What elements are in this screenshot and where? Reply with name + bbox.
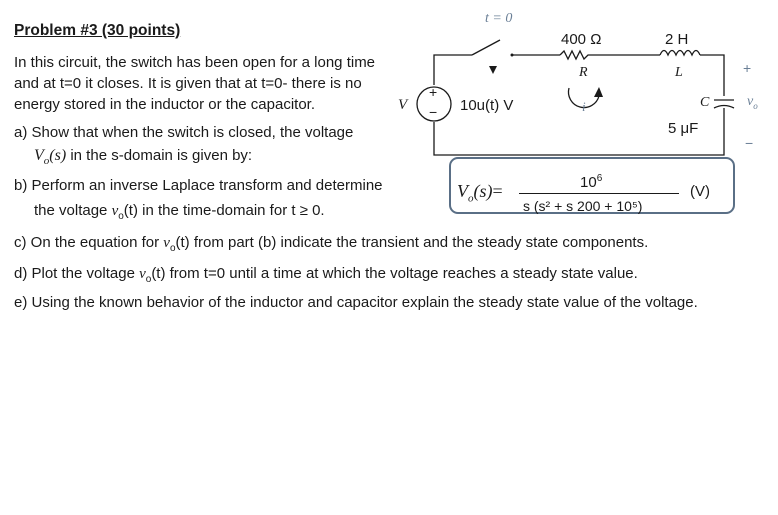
source-plus: + bbox=[429, 84, 438, 100]
switch-arrow-icon bbox=[489, 66, 497, 74]
part-b-line-1: b) Perform an inverse Laplace transform and determine bbox=[14, 177, 383, 194]
problem-title: Problem #3 (30 points) bbox=[14, 22, 181, 39]
resistor bbox=[560, 51, 660, 59]
resistor-symbol: R bbox=[579, 65, 588, 80]
intro-line-3: energy stored in the inductor or the capacitor. bbox=[14, 96, 316, 113]
part-c: c) On the equation for $v_o(t)$ from part (b) indicate the transient and the steady state components. bbox=[14, 234, 649, 254]
output-label: $v_o$ bbox=[747, 94, 758, 111]
part-a-line-2: $V_o(s)$ in the s-domain is given by: bbox=[34, 147, 253, 168]
intro-line-2: and at t=0 it closes. It is given that at t=0- there is no bbox=[14, 75, 362, 92]
fraction-bar bbox=[519, 193, 679, 194]
inductor bbox=[660, 51, 700, 56]
capacitor-symbol: C bbox=[700, 95, 710, 110]
switch-blade bbox=[472, 40, 500, 55]
equation-lhs: $V_o(s)=$ bbox=[457, 181, 503, 205]
output-plus: + bbox=[743, 60, 752, 76]
source-minus: − bbox=[429, 104, 438, 120]
part-e: e) Using the known behavior of the inductor and capacitor explain the steady state value of the voltage. bbox=[14, 294, 698, 311]
switch-label: t = 0 bbox=[485, 11, 513, 26]
intro-line-1: In this circuit, the switch has been open for a long time bbox=[14, 54, 376, 71]
source-symbol: V bbox=[398, 97, 408, 113]
current-label: i bbox=[582, 99, 586, 114]
current-arrowhead-icon bbox=[594, 87, 603, 97]
equation-numerator: $10^6$ bbox=[580, 173, 603, 191]
source-value: 10u(t) V bbox=[460, 97, 514, 114]
wire-top-left bbox=[434, 55, 472, 85]
equation-denominator: s (s² + s 200 + 10⁵) bbox=[523, 198, 643, 214]
capacitor-plate-bottom bbox=[714, 106, 734, 109]
inductor-value: 2 H bbox=[665, 31, 689, 48]
part-a-line-1: a) Show that when the switch is closed, the voltage bbox=[14, 124, 354, 141]
inductor-symbol: L bbox=[675, 65, 683, 80]
capacitor-value: 5 μF bbox=[668, 120, 699, 137]
output-minus: − bbox=[745, 135, 754, 151]
part-a-var: $V_o(s)$ bbox=[34, 147, 67, 168]
wire-right bbox=[700, 55, 724, 96]
part-b-line-2: the voltage $v_o(t)$ in the time-domain for t ≥ 0. bbox=[34, 202, 325, 222]
part-d: d) Plot the voltage $v_o(t)$ from t=0 until a time at which the voltage reaches a steady state value. bbox=[14, 265, 638, 285]
equation-unit: (V) bbox=[690, 183, 710, 200]
resistor-value: 400 Ω bbox=[561, 31, 602, 48]
